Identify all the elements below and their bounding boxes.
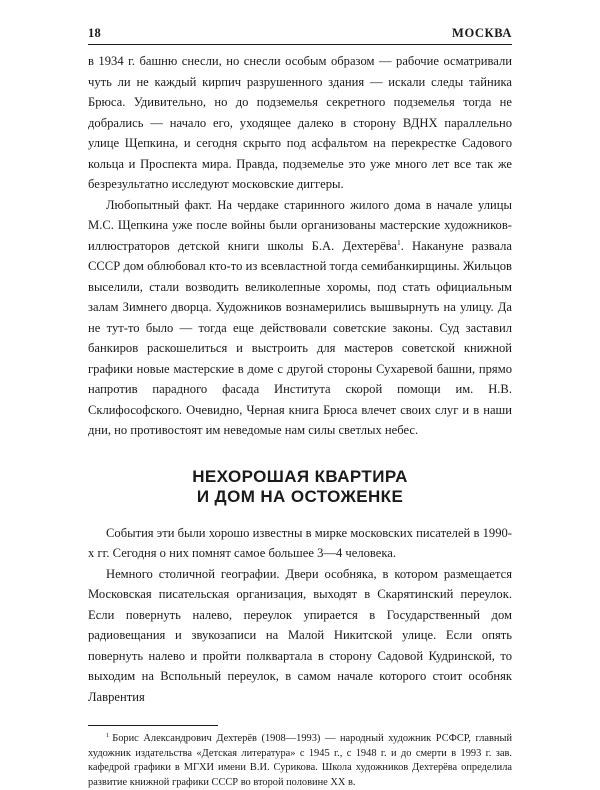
footnote-reference[interactable]: 1 — [396, 237, 401, 247]
footnote-rule — [88, 725, 218, 726]
footnote-text: Борис Александрович Дехтерёв (1908—1993) — народный художник РСФСР, главный художник издательства «Детская литература» с 1945 г., с 1948 г. и до смерти в 1993 г. зав. кафедрой графики в МГХИ имени В.И. Сурикова. Школа художников Дехтерёва определила развитие книжной графики СССР во второй половине XX в. — [88, 733, 512, 788]
footnote — [88, 732, 512, 790]
chapter-heading-line: НЕХОРОШАЯ КВАРТИРА — [192, 466, 408, 486]
body-text — [88, 51, 512, 707]
chapter-heading-line: И ДОМ НА ОСТОЖЕНКЕ — [196, 486, 404, 506]
paragraph-text-part: Любопытный факт. На чердаке старинного жилого дома в начале улицы М.С. Щепкина уже после войны были организованы мастерские художников-иллюстраторов детской книги школы Б.А. Дехтерёва — [88, 197, 512, 253]
chapter-heading — [88, 467, 512, 507]
paragraph-events: События эти были хорошо известны в мирке московских писателей в 1990-х гг. Сегодня о них помнят самое большее 3—4 человека. — [88, 525, 512, 560]
footnote-marker: 1 — [106, 731, 110, 739]
paragraph-geography: Немного столичной географии. Двери особняка, в котором размещается Московская писательская организация, выходят в Скарятинский переулок. Если повернуть налево, переулок упирается в Государственный дом радиовещания и звукозаписи на Малой Никитской улице. Если опять повернуть налево и пройти полквартала в сторону Садовой Кудринской, то выходим на Вспольный переулок, в самом начале которого стоит особняк Лаврентия — [88, 566, 512, 704]
running-head — [88, 26, 512, 45]
paragraph-text-part: . Накануне развала СССР дом облюбовал кто-то из всевластной тогда семибанкирщины. Жильцов выселили, стали возводить великолепные хоромы, под стать официальным залам Зимнего дворца. Художников вознамерились вышвырнуть на улицу. Да не тут-то было — тогда еще действовали советские законы. Суд заставил банкиров раскошелиться и выстроить для мастеров советской книжной графики новые мастерские в доме с другой стороны Сухаревой башни, прямо напротив парадного фасада Института скорой помощи им. Н.В. Склифософского. Очевидно, Черная книга Брюса влечет своих слуг и в наши дни, но противостоят им неведомые нам силы светлых небес. — [88, 238, 512, 437]
paragraph-continuation: в 1934 г. башню снесли, но снесли особым образом — рабочие осматривали чуть ли не каждый кирпич разрушенного здания — искали следы тайника Брюса. Удивительно, но до подземелья секретного подземелья тогда не добрались — начало его, уходящее далеко в сторону ВДНХ параллельно улице Щепкина, и сегодня скрыто под асфальтом на перекрестке Садового кольца и Проспекта мира. Правда, подземелье это уже много лет все так же безрезультатно исследуют московские диггеры. — [88, 54, 512, 191]
paragraph-curious-fact — [88, 195, 512, 441]
footnotes — [88, 725, 512, 790]
running-title: МОСКВА — [452, 26, 512, 40]
page-number: 18 — [88, 26, 102, 40]
